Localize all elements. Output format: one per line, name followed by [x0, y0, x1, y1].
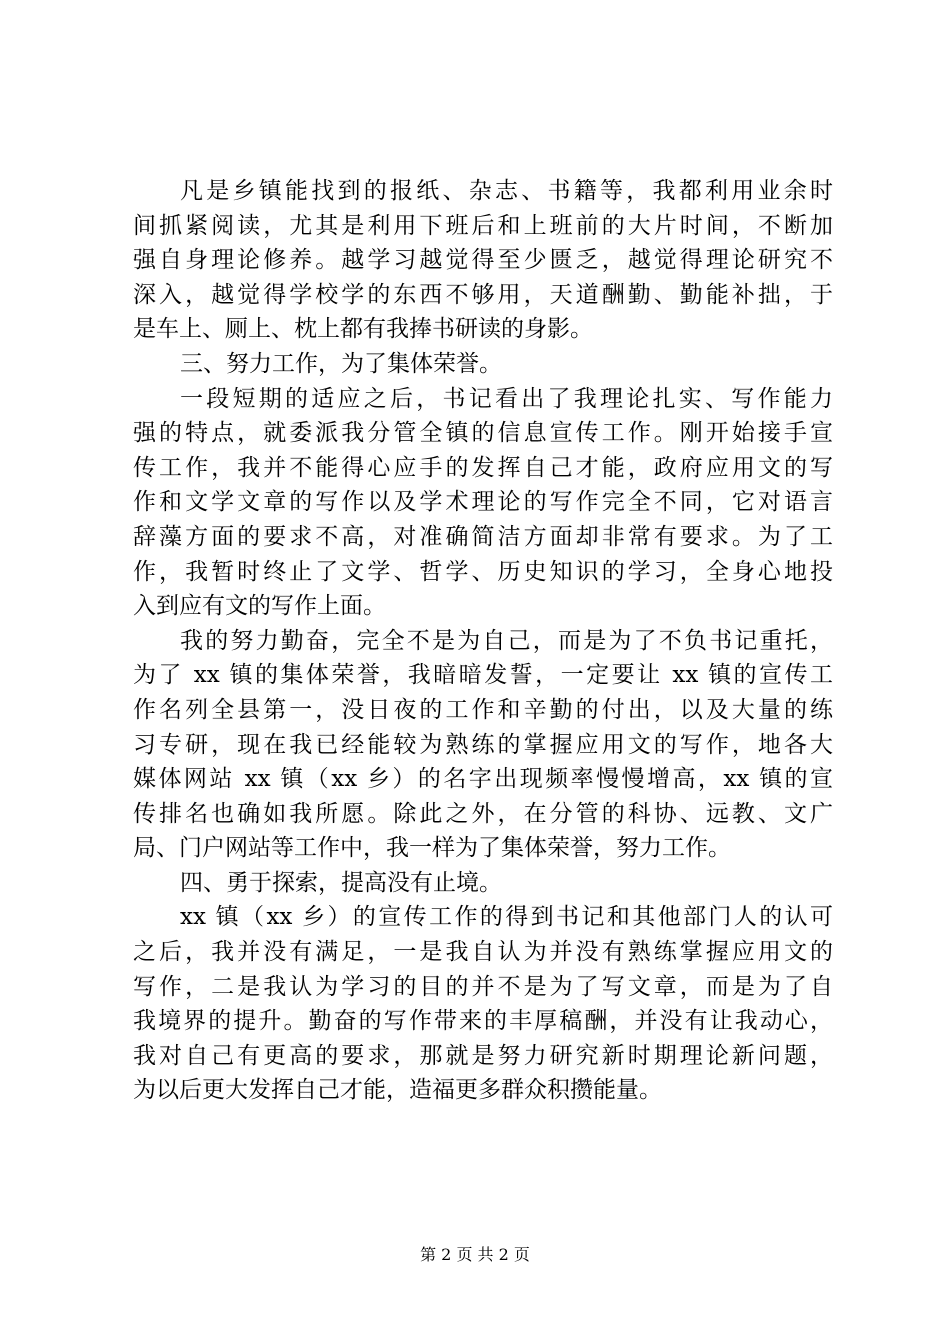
section-heading: 三、努力工作，为了集体荣誉。	[180, 350, 502, 377]
text-line: xx 镇（xx 乡）的宣传工作的得到书记和其他部门人的认可	[180, 904, 833, 931]
text-line: 辞藻方面的要求不高，对准确简洁方面却非常有要求。为了工	[133, 523, 833, 550]
text-line: 作，我暂时终止了文学、哲学、历史知识的学习，全身心地投	[133, 558, 833, 585]
text-line: 深入，越觉得学校学的东西不够用，天道酬勤、勤能补拙，于	[133, 281, 833, 308]
text-line: 为以后更大发挥自己才能，造福更多群众积攒能量。	[133, 1077, 662, 1104]
document-body	[133, 174, 833, 1108]
text-line: 媒体网站 xx 镇（xx 乡）的名字出现频率慢慢增高，xx 镇的宣	[133, 766, 833, 793]
text-line: 是车上、厕上、枕上都有我捧书研读的身影。	[133, 316, 593, 343]
text-line: 习专研，现在我已经能较为熟练的掌握应用文的写作，地各大	[133, 731, 833, 758]
text-line: 我对自己有更高的要求，那就是努力研究新时期理论新问题，	[133, 1042, 833, 1069]
text-line: 一段短期的适应之后，书记看出了我理论扎实、写作能力	[180, 385, 833, 412]
text-line: 之后，我并没有满足，一是我自认为并没有熟练掌握应用文的	[133, 939, 833, 966]
text-line: 强的特点，就委派我分管全镇的信息宣传工作。刚开始接手宣	[133, 420, 833, 447]
text-line: 局、门户网站等工作中，我一样为了集体荣誉，努力工作。	[133, 835, 731, 862]
text-line: 我的努力勤奋，完全不是为自己，而是为了不负书记重托，	[180, 627, 833, 654]
text-line: 我境界的提升。勤奋的写作带来的丰厚稿酬，并没有让我动心，	[133, 1008, 833, 1035]
text-line: 为了 xx 镇的集体荣誉，我暗暗发誓，一定要让 xx 镇的宣传工	[133, 662, 833, 689]
text-line: 强自身理论修养。越学习越觉得至少匮乏，越觉得理论研究不	[133, 247, 833, 274]
text-line: 传工作，我并不能得心应手的发挥自己才能，政府应用文的写	[133, 454, 833, 481]
text-line: 写作，二是我认为学习的目的并不是为了写文章，而是为了自	[133, 973, 833, 1000]
section-heading: 四、勇于探索，提高没有止境。	[180, 869, 502, 896]
text-line: 传排名也确如我所愿。除此之外，在分管的科协、远教、文广	[133, 800, 833, 827]
text-line: 入到应有文的写作上面。	[133, 593, 386, 620]
page-number-footer: 第 2 页 共 2 页	[420, 1245, 530, 1264]
text-line: 凡是乡镇能找到的报纸、杂志、书籍等，我都利用业余时	[180, 178, 833, 204]
text-line: 作和文学文章的写作以及学术理论的写作完全不同，它对语言	[133, 489, 833, 516]
text-line: 作名列全县第一，没日夜的工作和辛勤的付出，以及大量的练	[133, 696, 833, 723]
text-line: 间抓紧阅读，尤其是利用下班后和上班前的大片时间，不断加	[133, 212, 833, 239]
